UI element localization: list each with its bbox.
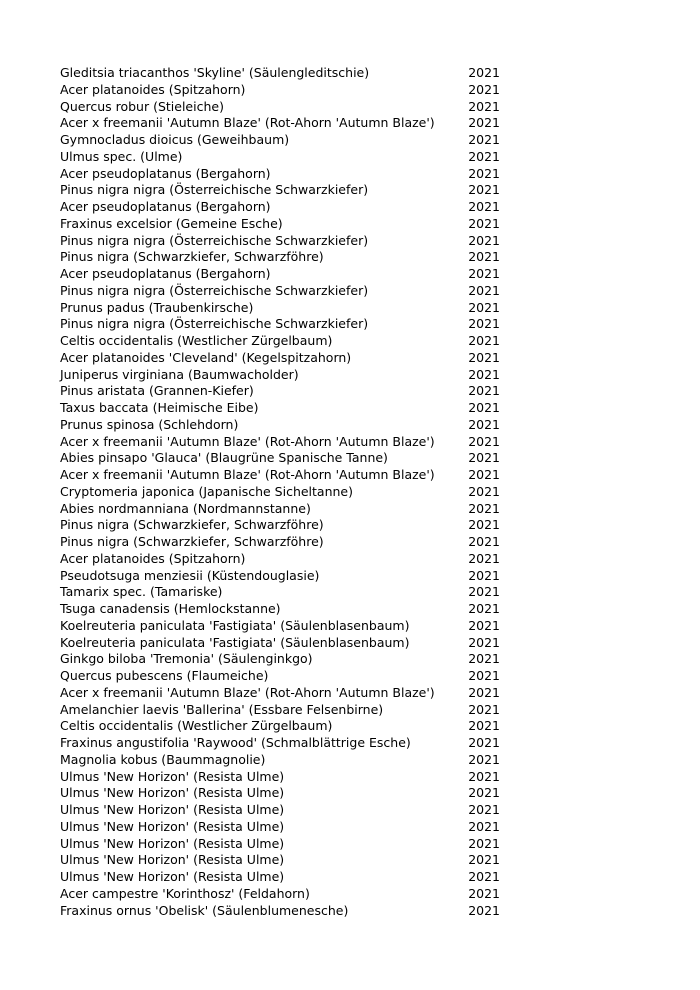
table-row	[60, 400, 500, 417]
planting-year-cell: 2021	[468, 534, 500, 549]
planting-year-cell: 2021	[468, 148, 500, 164]
tree-species-cell: Ulmus 'New Horizon' (Resista Ulme)	[60, 818, 285, 834]
table-row	[60, 467, 500, 484]
table-row	[60, 702, 500, 719]
table-row	[60, 886, 500, 903]
table-row	[60, 802, 500, 819]
planting-year-cell: 2021	[468, 902, 500, 918]
tree-species-cell: Ulmus spec. (Ulme)	[60, 148, 183, 164]
tree-species-cell: Ulmus 'New Horizon' (Resista Ulme)	[60, 835, 285, 851]
planting-year-cell: 2021	[468, 299, 500, 315]
tree-species-cell: Pseudotsuga menziesii (Küstendouglasie)	[60, 567, 320, 583]
tree-species-cell: Abies nordmanniana (Nordmannstanne)	[60, 500, 311, 516]
tree-species-cell: Pinus nigra (Schwarzkiefer, Schwarzföhre)	[60, 249, 324, 265]
planting-year-cell: 2021	[468, 701, 500, 717]
table-row	[60, 99, 500, 116]
planting-year-cell: 2021	[468, 601, 500, 616]
table-row	[60, 350, 500, 367]
table-row	[60, 115, 500, 132]
planting-year-cell: 2021	[468, 416, 500, 432]
planting-year-cell: 2021	[468, 651, 500, 667]
tree-species-cell: Fraxinus angustifolia 'Raywood' (Schmalblättrige Esche)	[60, 735, 411, 750]
table-row	[60, 82, 500, 99]
tree-species-cell: Acer campestre 'Korinthosz' (Feldahorn)	[60, 885, 310, 901]
planting-year-cell: 2021	[468, 483, 500, 499]
table-row	[60, 618, 500, 635]
tree-species-cell: Amelanchier laevis 'Ballerina' (Essbare Felsenbirne)	[60, 701, 384, 717]
tree-species-cell: Acer x freemanii 'Autumn Blaze' (Rot-Ahorn 'Autumn Blaze')	[60, 684, 435, 700]
tree-species-cell: Abies pinsapo 'Glauca' (Blaugrüne Spanische Tanne)	[60, 450, 388, 466]
tree-species-cell: Acer pseudoplatanus (Bergahorn)	[60, 199, 271, 214]
table-row	[60, 601, 500, 618]
planting-year-cell: 2021	[468, 316, 500, 332]
tree-species-cell: Pinus aristata (Grannen-Kiefer)	[60, 383, 254, 399]
tree-species-cell: Acer pseudoplatanus (Bergahorn)	[60, 266, 271, 281]
table-row	[60, 149, 500, 166]
planting-year-cell: 2021	[468, 450, 500, 466]
tree-species-cell: Fraxinus excelsior (Gemeine Esche)	[60, 215, 283, 231]
table-row	[60, 517, 500, 534]
tree-species-cell: Celtis occidentalis (Westlicher Zürgelbaum)	[60, 333, 333, 348]
planting-year-cell: 2021	[468, 684, 500, 700]
tree-species-cell: Pinus nigra (Schwarzkiefer, Schwarzföhre)	[60, 517, 324, 533]
table-row	[60, 903, 500, 920]
planting-year-cell: 2021	[468, 81, 500, 97]
tree-species-cell: Ulmus 'New Horizon' (Resista Ulme)	[60, 869, 285, 884]
table-row	[60, 182, 500, 199]
tree-species-cell: Acer platanoides (Spitzahorn)	[60, 81, 246, 97]
tree-species-cell: Gleditsia triacanthos 'Skyline' (Säulengleditschie)	[60, 65, 370, 80]
planting-year-cell: 2021	[468, 165, 500, 181]
planting-year-cell: 2021	[468, 735, 500, 750]
tree-list-table	[60, 65, 500, 919]
table-row	[60, 668, 500, 685]
planting-year-cell: 2021	[468, 467, 500, 482]
table-row	[60, 869, 500, 886]
planting-year-cell: 2021	[468, 718, 500, 734]
table-row	[60, 132, 500, 149]
tree-species-cell: Ulmus 'New Horizon' (Resista Ulme)	[60, 768, 285, 784]
table-row	[60, 417, 500, 434]
planting-year-cell: 2021	[468, 584, 500, 600]
table-row	[60, 752, 500, 769]
planting-year-cell: 2021	[468, 802, 500, 817]
tree-species-cell: Acer pseudoplatanus (Bergahorn)	[60, 165, 271, 181]
table-row	[60, 249, 500, 266]
planting-year-cell: 2021	[468, 282, 500, 298]
table-row	[60, 367, 500, 384]
tree-species-cell: Pinus nigra (Schwarzkiefer, Schwarzföhre)	[60, 534, 324, 549]
planting-year-cell: 2021	[468, 249, 500, 265]
table-row	[60, 484, 500, 501]
table-row	[60, 216, 500, 233]
tree-species-cell: Acer platanoides (Spitzahorn)	[60, 550, 246, 566]
tree-species-cell: Koelreuteria paniculata 'Fastigiata' (Säulenblasenbaum)	[60, 617, 410, 633]
table-row	[60, 300, 500, 317]
table-row	[60, 383, 500, 400]
tree-species-cell: Pinus nigra nigra (Österreichische Schwarzkiefer)	[60, 316, 369, 332]
tree-species-cell: Tsuga canadensis (Hemlockstanne)	[60, 601, 281, 616]
table-row	[60, 333, 500, 350]
tree-species-cell: Koelreuteria paniculata 'Fastigiata' (Säulenblasenbaum)	[60, 634, 410, 650]
table-row	[60, 852, 500, 869]
planting-year-cell: 2021	[468, 751, 500, 767]
tree-species-cell: Magnolia kobus (Baummagnolie)	[60, 751, 266, 767]
planting-year-cell: 2021	[468, 199, 500, 214]
tree-species-cell: Pinus nigra nigra (Österreichische Schwarzkiefer)	[60, 182, 369, 198]
table-row	[60, 501, 500, 518]
table-row	[60, 283, 500, 300]
planting-year-cell: 2021	[468, 400, 500, 415]
table-row	[60, 233, 500, 250]
planting-year-cell: 2021	[468, 567, 500, 583]
planting-year-cell: 2021	[468, 232, 500, 248]
table-row	[60, 199, 500, 216]
tree-species-cell: Prunus spinosa (Schlehdorn)	[60, 416, 239, 432]
table-row	[60, 836, 500, 853]
planting-year-cell: 2021	[468, 115, 500, 131]
planting-year-cell: 2021	[468, 132, 500, 147]
planting-year-cell: 2021	[468, 818, 500, 834]
tree-species-cell: Tamarix spec. (Tamariske)	[60, 584, 223, 600]
planting-year-cell: 2021	[468, 550, 500, 566]
tree-species-cell: Acer x freemanii 'Autumn Blaze' (Rot-Ahorn 'Autumn Blaze')	[60, 467, 435, 482]
table-row	[60, 685, 500, 702]
table-row	[60, 551, 500, 568]
table-row	[60, 65, 500, 82]
planting-year-cell: 2021	[468, 517, 500, 533]
table-row	[60, 718, 500, 735]
table-row	[60, 450, 500, 467]
planting-year-cell: 2021	[468, 768, 500, 784]
planting-year-cell: 2021	[468, 500, 500, 516]
table-row	[60, 316, 500, 333]
planting-year-cell: 2021	[468, 885, 500, 901]
planting-year-cell: 2021	[468, 433, 500, 449]
tree-species-cell: Juniperus virginiana (Baumwacholder)	[60, 366, 299, 382]
tree-species-cell: Taxus baccata (Heimische Eibe)	[60, 400, 259, 415]
planting-year-cell: 2021	[468, 366, 500, 382]
tree-species-cell: Ulmus 'New Horizon' (Resista Ulme)	[60, 852, 285, 868]
tree-species-cell: Pinus nigra nigra (Österreichische Schwarzkiefer)	[60, 232, 369, 248]
tree-species-cell: Pinus nigra nigra (Österreichische Schwarzkiefer)	[60, 282, 369, 298]
planting-year-cell: 2021	[468, 65, 500, 80]
tree-species-cell: Ulmus 'New Horizon' (Resista Ulme)	[60, 802, 285, 817]
planting-year-cell: 2021	[468, 266, 500, 281]
table-row	[60, 735, 500, 752]
planting-year-cell: 2021	[468, 852, 500, 868]
planting-year-cell: 2021	[468, 215, 500, 231]
planting-year-cell: 2021	[468, 869, 500, 884]
table-row	[60, 651, 500, 668]
table-row	[60, 819, 500, 836]
tree-species-cell: Quercus robur (Stieleiche)	[60, 98, 224, 114]
planting-year-cell: 2021	[468, 98, 500, 114]
table-row	[60, 534, 500, 551]
table-row	[60, 568, 500, 585]
tree-species-cell: Acer x freemanii 'Autumn Blaze' (Rot-Ahorn 'Autumn Blaze')	[60, 115, 435, 131]
planting-year-cell: 2021	[468, 182, 500, 198]
tree-species-cell: Cryptomeria japonica (Japanische Sicheltanne)	[60, 483, 353, 499]
table-row	[60, 635, 500, 652]
tree-species-cell: Celtis occidentalis (Westlicher Zürgelbaum)	[60, 718, 333, 734]
planting-year-cell: 2021	[468, 383, 500, 399]
planting-year-cell: 2021	[468, 668, 500, 683]
table-row	[60, 266, 500, 283]
planting-year-cell: 2021	[468, 333, 500, 348]
planting-year-cell: 2021	[468, 349, 500, 365]
table-row	[60, 769, 500, 786]
planting-year-cell: 2021	[468, 835, 500, 851]
tree-species-cell: Prunus padus (Traubenkirsche)	[60, 299, 254, 315]
planting-year-cell: 2021	[468, 617, 500, 633]
table-row	[60, 434, 500, 451]
tree-species-cell: Ulmus 'New Horizon' (Resista Ulme)	[60, 785, 285, 801]
tree-species-cell: Fraxinus ornus 'Obelisk' (Säulenblumenesche)	[60, 902, 349, 918]
tree-species-cell: Quercus pubescens (Flaumeiche)	[60, 668, 269, 683]
table-row	[60, 785, 500, 802]
table-row	[60, 166, 500, 183]
tree-species-cell: Acer x freemanii 'Autumn Blaze' (Rot-Ahorn 'Autumn Blaze')	[60, 433, 435, 449]
planting-year-cell: 2021	[468, 785, 500, 801]
tree-species-cell: Acer platanoides 'Cleveland' (Kegelspitzahorn)	[60, 349, 352, 365]
planting-year-cell: 2021	[468, 634, 500, 650]
tree-species-cell: Ginkgo biloba 'Tremonia' (Säulenginkgo)	[60, 651, 313, 667]
tree-species-cell: Gymnocladus dioicus (Geweihbaum)	[60, 132, 290, 147]
tree-list-body	[60, 65, 500, 919]
table-row	[60, 584, 500, 601]
